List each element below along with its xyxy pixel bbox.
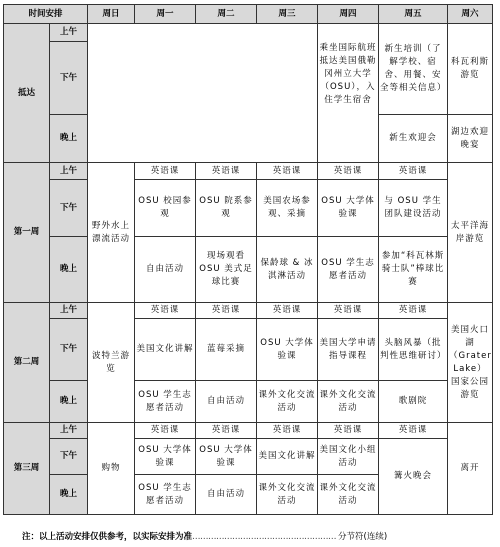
week2-pm-row [4, 319, 493, 381]
footer-note [22, 530, 387, 542]
week2-am-row [4, 303, 493, 319]
header-time: 时间安排 [4, 5, 88, 24]
week3-tue-am: 英语课 [196, 423, 257, 439]
week1-eve-row [4, 237, 493, 303]
arrival-am: 上午 [50, 24, 88, 42]
week1-wed-eve: 保龄球 & 冰淇淋活动 [257, 237, 318, 303]
arrival-sat-dinner: 湖边欢迎晚宴 [448, 115, 493, 163]
week3-am-row [4, 423, 493, 439]
week1-mon-eve: 自由活动 [135, 237, 196, 303]
week1-sun: 野外水上漂流活动 [88, 163, 135, 303]
week2-eve: 晚上 [50, 381, 88, 423]
week1-thu-am: 英语课 [318, 163, 379, 180]
week2-thu-eve: 课外文化交流活动 [318, 381, 379, 423]
week2-label: 第二周 [4, 303, 50, 423]
week1-thu-eve: OSU 学生志愿者活动 [318, 237, 379, 303]
header-sun: 周日 [88, 5, 135, 24]
week3-sun: 购物 [88, 423, 135, 515]
week2-thu-am: 英语课 [318, 303, 379, 319]
week3-fri-am: 英语课 [379, 423, 448, 439]
footer-note-text: 注：以上活动安排仅供参考，以实际安排为准 [22, 532, 193, 542]
week1-tue-pm: OSU 院系参观 [196, 180, 257, 237]
week1-wed-am: 英语课 [257, 163, 318, 180]
week2-am: 上午 [50, 303, 88, 319]
week1-mon-pm: OSU 校园参观 [135, 180, 196, 237]
week3-pm: 下午 [50, 439, 88, 475]
week1-fri-pm: 与 OSU 学生团队建设活动 [379, 180, 448, 237]
arrival-thu: 乘坐国际航班抵达美国俄勒冈州立大学（OSU），入住学生宿舍 [318, 24, 379, 163]
week2-tue-pm: 蓝莓采摘 [196, 319, 257, 381]
week1-thu-pm: OSU 大学体验课 [318, 180, 379, 237]
header-tue: 周二 [196, 5, 257, 24]
week2-sat: 美国火口湖（Grater Lake）国家公园游览 [448, 303, 493, 423]
week2-thu-pm: 美国大学申请指导课程 [318, 319, 379, 381]
week2-fri-pm: 头脑风暴（批判性思维研讨） [379, 319, 448, 381]
week3-wed-pm: 美国文化讲解 [257, 439, 318, 475]
week3-sat: 离开 [448, 423, 493, 515]
week2-mon-eve: OSU 学生志愿者活动 [135, 381, 196, 423]
week1-fri-am: 英语课 [379, 163, 448, 180]
week1-mon-am: 英语课 [135, 163, 196, 180]
week2-wed-pm: OSU 大学体验课 [257, 319, 318, 381]
week3-tue-pm: OSU 大学体验课 [196, 439, 257, 475]
week3-fri-campfire: 篝火晚会 [379, 439, 448, 515]
header-wed: 周三 [257, 5, 318, 24]
week2-sun: 波特兰游览 [88, 303, 135, 423]
week3-pm-row [4, 439, 493, 475]
week2-tue-am: 英语课 [196, 303, 257, 319]
schedule-table [3, 4, 493, 515]
week1-eve: 晚上 [50, 237, 88, 303]
arrival-pm: 下午 [50, 42, 88, 115]
week3-eve: 晚上 [50, 475, 88, 515]
week1-pm: 下午 [50, 180, 88, 237]
arrival-fri-orientation: 新生培训（了解学校、宿舍、用餐、安全等相关信息） [379, 24, 448, 115]
week3-mon-am: 英语课 [135, 423, 196, 439]
week3-thu-pm: 美国文化小组活动 [318, 439, 379, 475]
week3-mon-pm: OSU 大学体验课 [135, 439, 196, 475]
header-mon: 周一 [135, 5, 196, 24]
header-sat: 周六 [448, 5, 493, 24]
week2-fri-eve: 歌剧院 [379, 381, 448, 423]
week2-eve-row [4, 381, 493, 423]
week2-mon-am: 英语课 [135, 303, 196, 319]
arrival-blank [88, 24, 318, 163]
week1-tue-am: 英语课 [196, 163, 257, 180]
arrival-am-row [4, 24, 493, 42]
week3-am: 上午 [50, 423, 88, 439]
week1-fri-eve: 参加“科瓦林斯骑士队”棒球比赛 [379, 237, 448, 303]
arrival-eve: 晚上 [50, 115, 88, 163]
arrival-sat-tour: 科瓦利斯游览 [448, 24, 493, 115]
header-row [4, 5, 493, 24]
week3-thu-eve: 课外文化交流活动 [318, 475, 379, 515]
section-break-dots: ……………………………………………… [192, 532, 337, 542]
week3-tue-eve: 自由活动 [196, 475, 257, 515]
arrival-label: 抵达 [4, 24, 50, 163]
week1-am: 上午 [50, 163, 88, 180]
week3-wed-eve: 课外文化交流活动 [257, 475, 318, 515]
header-fri: 周五 [379, 5, 448, 24]
section-break-label: 分节符(连续) [338, 532, 388, 542]
week3-mon-eve: OSU 学生志愿者活动 [135, 475, 196, 515]
week2-tue-eve: 自由活动 [196, 381, 257, 423]
week2-wed-am: 英语课 [257, 303, 318, 319]
week3-thu-am: 英语课 [318, 423, 379, 439]
header-thu: 周四 [318, 5, 379, 24]
week2-mon-pm: 美国文化讲解 [135, 319, 196, 381]
arrival-fri-welcome: 新生欢迎会 [379, 115, 448, 163]
week1-sat: 太平洋海岸游览 [448, 163, 493, 303]
week1-tue-eve: 现场观看 OSU 美式足球比赛 [196, 237, 257, 303]
week2-wed-eve: 课外文化交流活动 [257, 381, 318, 423]
week2-fri-am: 英语课 [379, 303, 448, 319]
week1-pm-row [4, 180, 493, 237]
week1-label: 第一周 [4, 163, 50, 303]
week2-pm: 下午 [50, 319, 88, 381]
week3-wed-am: 英语课 [257, 423, 318, 439]
week1-wed-pm: 美国农场参观、采摘 [257, 180, 318, 237]
week1-am-row [4, 163, 493, 180]
week3-label: 第三周 [4, 423, 50, 515]
